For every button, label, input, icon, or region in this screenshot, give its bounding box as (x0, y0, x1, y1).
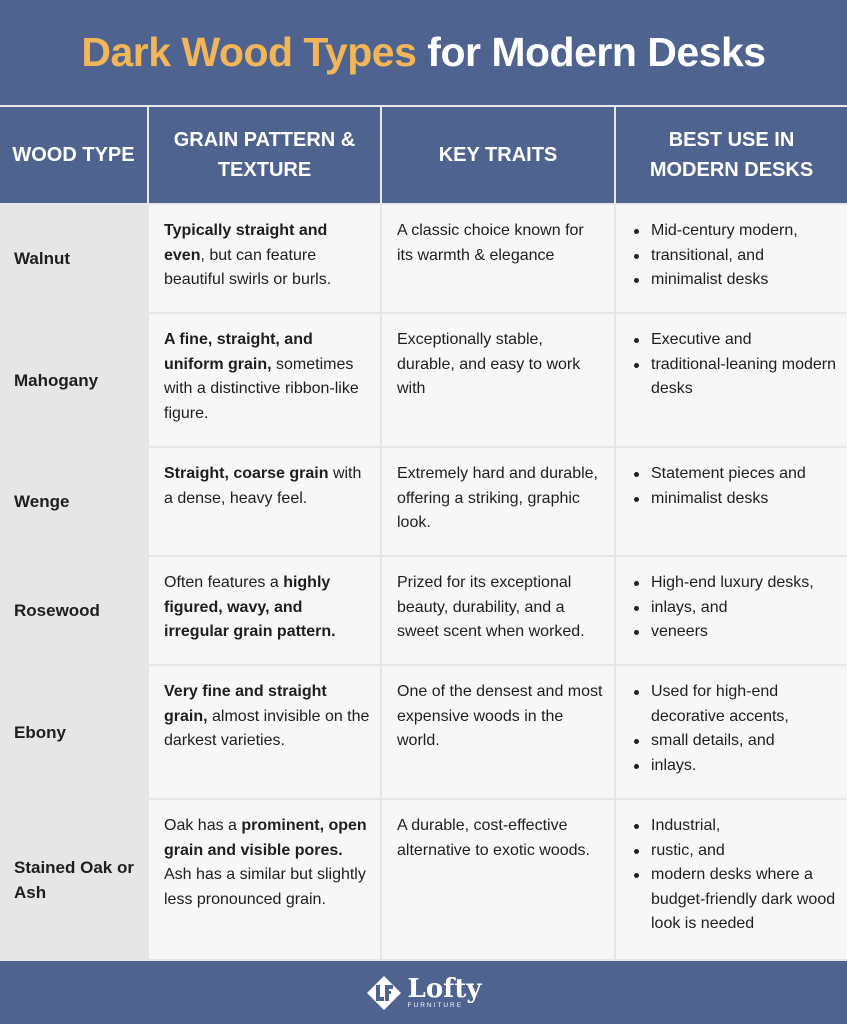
best-use-list (631, 814, 837, 937)
list-item: Industrial, (631, 814, 837, 839)
list-item: inlays, and (631, 596, 837, 621)
table-body (0, 204, 847, 960)
table-row (0, 447, 847, 556)
list-item: Mid-century modern, (631, 219, 837, 244)
best-use-cell (615, 556, 847, 665)
wood-type-cell: Wenge (0, 447, 148, 556)
wood-type-cell: Stained Oak or Ash (0, 799, 148, 960)
brand-name: Lofty (407, 973, 482, 1004)
key-traits-cell: A durable, cost-effective alternative to exotic woods. (381, 799, 615, 960)
grain-text: with a dense, heavy feel. (164, 465, 362, 507)
title-highlight: Dark Wood Types (81, 29, 417, 75)
best-use-list (631, 571, 837, 645)
list-item: inlays. (631, 754, 837, 779)
wood-type-cell: Mahogany (0, 313, 148, 447)
best-use-cell (615, 313, 847, 447)
title-rest: for Modern Desks (427, 29, 766, 75)
header-banner (0, 0, 847, 105)
wood-type-cell: Ebony (0, 665, 148, 799)
best-use-list (631, 328, 837, 402)
brand-logo (366, 975, 482, 1011)
list-item: transitional, and (631, 244, 837, 269)
column-header-grain: GRAIN PATTERN & TEXTURE (148, 106, 381, 204)
key-traits-cell: One of the densest and most expensive woods in the world. (381, 665, 615, 799)
key-traits-cell: A classic choice known for its warmth & elegance (381, 204, 615, 313)
list-item: veneers (631, 620, 837, 645)
best-use-list (631, 219, 837, 293)
lofty-logo-icon (366, 975, 402, 1011)
table-header-row (0, 106, 847, 204)
brand-subtitle: FURNITURE (407, 1001, 464, 1009)
grain-cell (148, 799, 381, 960)
grain-cell (148, 447, 381, 556)
list-item: Statement pieces and (631, 462, 837, 487)
wood-type-cell: Walnut (0, 204, 148, 313)
key-traits-cell: Extremely hard and durable, offering a striking, graphic look. (381, 447, 615, 556)
list-item: Executive and (631, 328, 837, 353)
column-header-wood-type: WOOD TYPE (0, 106, 148, 204)
grain-cell (148, 204, 381, 313)
grain-text: Oak has a (164, 817, 242, 834)
list-item: High-end luxury desks, (631, 571, 837, 596)
grain-text: almost invisible on the darkest varieties. (164, 707, 370, 749)
column-header-best-use: BEST USE IN MODERN DESKS (615, 106, 847, 204)
best-use-cell (615, 665, 847, 799)
page-title (81, 29, 765, 76)
grain-cell (148, 313, 381, 447)
list-item: traditional-leaning modern desks (631, 353, 837, 402)
grain-text: Often features a (164, 574, 284, 591)
best-use-cell (615, 447, 847, 556)
list-item: minimalist desks (631, 268, 837, 293)
best-use-cell (615, 204, 847, 313)
grain-text: , but can feature beautiful swirls or burls. (164, 246, 332, 288)
key-traits-cell: Prized for its exceptional beauty, durability, and a sweet scent when worked. (381, 556, 615, 665)
grain-emphasis-text: A fine, straight, and uniform grain, (164, 331, 313, 373)
grain-emphasis-text: Very fine and straight grain, (164, 683, 327, 725)
best-use-cell (615, 799, 847, 960)
column-header-key-traits: KEY TRAITS (381, 106, 615, 204)
table-row (0, 799, 847, 960)
table-row (0, 556, 847, 665)
list-item: rustic, and (631, 839, 837, 864)
list-item: small details, and (631, 729, 837, 754)
grain-emphasis-text: prominent, open grain and visible pores. (164, 817, 367, 859)
grain-emphasis-text: Typically straight and even (164, 222, 328, 264)
list-item: Used for high-end decorative accents, (631, 680, 837, 729)
table-row (0, 204, 847, 313)
grain-text: sometimes with a distinctive ribbon-like figure. (164, 355, 359, 422)
grain-cell (148, 556, 381, 665)
list-item: minimalist desks (631, 487, 837, 512)
best-use-list (631, 462, 837, 511)
table-row (0, 665, 847, 799)
list-item: modern desks where a budget-friendly dark wood look is needed (631, 863, 837, 937)
wood-comparison-table (0, 105, 847, 961)
grain-emphasis-text: highly figured, wavy, and irregular grain pattern. (164, 574, 336, 640)
key-traits-cell: Exceptionally stable, durable, and easy to work with (381, 313, 615, 447)
table-row (0, 313, 847, 447)
wood-type-cell: Rosewood (0, 556, 148, 665)
best-use-list (631, 680, 837, 778)
grain-text: Ash has a similar but slightly less pronounced grain. (164, 866, 366, 908)
grain-cell (148, 665, 381, 799)
footer-banner (0, 961, 847, 1024)
grain-emphasis-text: Straight, coarse grain (164, 465, 329, 482)
